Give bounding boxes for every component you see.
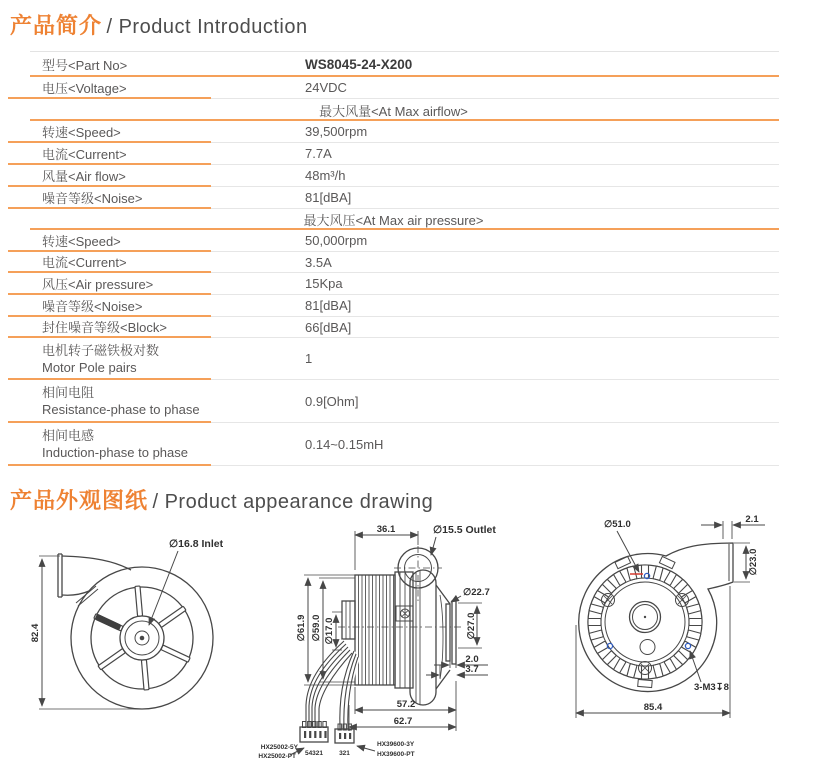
dim-flange-outer-dia [458, 603, 482, 648]
connector-left-label1: HX25002-5Y [260, 744, 298, 751]
connector-left-pins-text: 54321 [304, 750, 324, 757]
spec-row-speed-pressure [8, 230, 779, 252]
drawing-rear-view [560, 510, 821, 728]
connector-right-label2: HX39600-PT [377, 751, 415, 758]
dim-gap-text: 2.0 [465, 654, 479, 665]
spec-label: 电压<Voltage> [8, 77, 211, 99]
dim-top-width-text: 36.1 [376, 524, 396, 535]
dim-height-text: 82.4 [30, 623, 41, 643]
spec-label: 风压<Air pressure> [8, 273, 211, 295]
spec-row-resistance [8, 380, 779, 423]
motor-body [342, 570, 456, 705]
spec-row-noise-airflow [8, 187, 779, 209]
dim-outlet-dia [734, 543, 759, 582]
spec-row-pole-pairs [8, 338, 779, 380]
dim-hub-dia-text: ∅17.0 [324, 617, 335, 645]
spec-value: 39,500rpm [211, 121, 779, 143]
connector-right-callout [357, 741, 415, 758]
section2-title-en: / Product appearance drawing [152, 491, 434, 513]
spec-value: 7.7A [211, 143, 779, 165]
outlet-callout [431, 524, 496, 555]
spec-label [8, 338, 211, 380]
brand-logo [94, 614, 121, 631]
spec-value: 0.14~0.15mH [211, 423, 779, 466]
drawing-inlet-view [12, 526, 262, 718]
connector-left [300, 722, 328, 758]
spec-section-max-airflow: 最大风量<At Max airflow> [8, 99, 779, 121]
motor-face [630, 602, 661, 655]
connector-left-callout [258, 744, 304, 760]
spec-value: 81[dBA] [211, 187, 779, 209]
connector-right-label1: HX39600-3Y [377, 741, 415, 748]
spec-table [8, 51, 779, 466]
spec-row-inductance [8, 423, 779, 466]
spec-row-speed-airflow [8, 121, 779, 143]
dim-flange-outer-dia-text: ∅27.0 [466, 612, 477, 640]
dim-wall [701, 514, 765, 539]
dim-body-width [355, 681, 456, 714]
spec-label: 转速<Speed> [8, 121, 211, 143]
spec-value: WS8045-24-X200 [305, 56, 413, 72]
spec-value: 50,000rpm [211, 230, 779, 252]
dim-flange-thickness [426, 664, 488, 678]
spec-label-en: Motor Pole pairs [42, 360, 137, 375]
spec-value: 24VDC [211, 77, 779, 99]
section2-title-zh: 产品外观图纸 [10, 488, 149, 513]
connector-right-pins-text: 321 [339, 750, 350, 757]
spec-value: 81[dBA] [211, 295, 779, 317]
spec-label: 型号<Part No> [42, 57, 128, 73]
spec-label: 噪音等级<Noise> [8, 187, 211, 209]
dim-flange-dia [451, 587, 490, 602]
spec-section-max-pressure: 最大风压<At Max air pressure> [8, 209, 779, 230]
spec-value: 3.5A [211, 252, 779, 273]
spec-label-en: Induction-phase to phase [42, 445, 188, 460]
connector-left-label2: HX25002-PT [258, 753, 296, 760]
hub-circles [120, 616, 164, 660]
spec-label: 转速<Speed> [8, 230, 211, 252]
dim-total-width-text: 62.7 [393, 716, 413, 727]
spec-value: 66[dBA] [211, 317, 779, 338]
section2-title [10, 484, 433, 515]
spec-label: 电流<Current> [8, 143, 211, 165]
spec-label [8, 423, 211, 466]
spec-label-zh: 相间电阻 [42, 385, 95, 400]
spec-label-zh: 电机转子磁铁极对数 [42, 343, 160, 358]
spec-value: 1 [211, 338, 779, 380]
blower-volute-outline [58, 554, 213, 709]
dim-flange-thickness-text: 3.7 [465, 664, 479, 675]
section1-title [10, 9, 308, 40]
dim-outlet-dia-text: ∅23.0 [748, 548, 759, 576]
dim-body-width-text: 57.2 [396, 699, 416, 710]
spec-label-zh: 相间电感 [42, 428, 95, 443]
spec-row-current-pressure [8, 252, 779, 273]
screw-label-text: 3-M3↧8 [694, 682, 729, 693]
spec-label [8, 380, 211, 423]
spec-row-voltage [8, 77, 779, 99]
spec-row-air-pressure [8, 273, 779, 295]
section1-title-zh: 产品简介 [10, 13, 103, 38]
spec-label-en: Resistance-phase to phase [42, 402, 200, 417]
spec-value: 48m³/h [211, 165, 779, 187]
dim-wall-text: 2.1 [745, 514, 759, 525]
connector-right [335, 724, 354, 757]
dim-top-width [355, 524, 418, 570]
spec-value: 15Kpa [211, 273, 779, 295]
dim-bolt-circle-text: ∅51.0 [604, 519, 631, 530]
inlet-label-text: ∅16.8 Inlet [169, 538, 224, 550]
dim-bolt-circle [604, 519, 639, 572]
spec-value: 0.9[Ohm] [211, 380, 779, 423]
dim-width-text: 85.4 [643, 702, 663, 713]
dim-outer-dia-text: ∅61.9 [296, 614, 307, 642]
dim-flange-dia-text: ∅22.7 [463, 587, 490, 598]
spec-row-part-no [8, 51, 779, 77]
spec-row-block-noise [8, 317, 779, 338]
section1-title-en: / Product Introduction [106, 16, 308, 38]
spec-row-current-airflow [8, 143, 779, 165]
dim-body-dia-text: ∅59.0 [311, 614, 322, 642]
spec-row-airflow [8, 165, 779, 187]
spec-label: 风量<Air flow> [8, 165, 211, 187]
spec-label: 电流<Current> [8, 252, 211, 273]
spec-row-noise-pressure [8, 295, 779, 317]
spec-label: 噪音等级<Noise> [8, 295, 211, 317]
drawing-side-view [250, 515, 550, 777]
outlet-label-text: ∅15.5 Outlet [433, 524, 496, 536]
spec-label: 封住噪音等级<Block> [8, 317, 211, 338]
outlet-tube [398, 548, 438, 588]
